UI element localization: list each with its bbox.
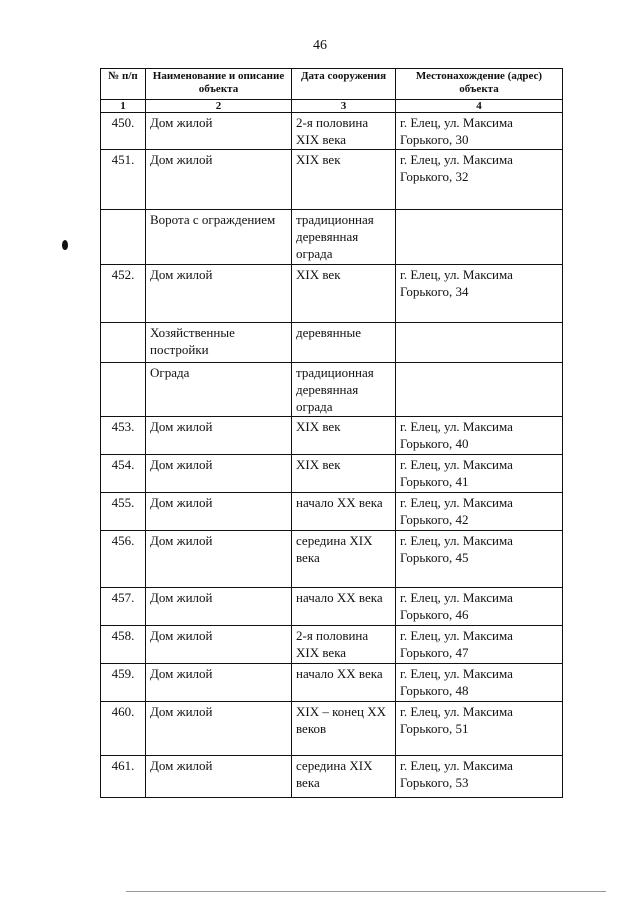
object-name: Дом жилой <box>146 265 292 323</box>
object-name: Дом жилой <box>146 626 292 664</box>
table-row <box>101 210 563 265</box>
header-name: Наименование и описание объекта <box>146 69 292 100</box>
object-name: Дом жилой <box>146 493 292 531</box>
object-address: г. Елец, ул. Максима Горького, 34 <box>396 265 563 323</box>
object-name: Дом жилой <box>146 756 292 798</box>
row-number: 450. <box>101 113 146 150</box>
header-date: Дата сооружения <box>292 69 396 100</box>
construction-date: традиционная деревянная ограда <box>292 210 396 265</box>
object-address <box>396 323 563 363</box>
table-row <box>101 664 563 702</box>
table-row <box>101 265 563 323</box>
object-address: г. Елец, ул. Максима Горького, 51 <box>396 702 563 756</box>
construction-date: XIX век <box>292 455 396 493</box>
construction-date: 2-я половина XIX века <box>292 113 396 150</box>
object-address: г. Елец, ул. Максима Горького, 30 <box>396 113 563 150</box>
page-number: 46 <box>313 38 327 53</box>
table-row <box>101 455 563 493</box>
object-name: Дом жилой <box>146 702 292 756</box>
header-address: Местонахождение (адрес) объекта <box>396 69 563 100</box>
object-name: Дом жилой <box>146 113 292 150</box>
row-number: 461. <box>101 756 146 798</box>
row-number: 454. <box>101 455 146 493</box>
column-index: 1 <box>101 100 146 113</box>
row-number: 460. <box>101 702 146 756</box>
table-row <box>101 323 563 363</box>
row-number <box>101 363 146 417</box>
row-number: 459. <box>101 664 146 702</box>
table-row <box>101 150 563 210</box>
construction-date: XIX век <box>292 150 396 210</box>
construction-date: традиционная деревянная ограда <box>292 363 396 417</box>
row-number: 451. <box>101 150 146 210</box>
page-bottom-edge <box>126 891 606 892</box>
object-address: г. Елец, ул. Максима Горького, 47 <box>396 626 563 664</box>
object-address: г. Елец, ул. Максима Горького, 46 <box>396 588 563 626</box>
construction-date: начало XX века <box>292 664 396 702</box>
row-number: 456. <box>101 531 146 588</box>
row-number: 457. <box>101 588 146 626</box>
row-number: 458. <box>101 626 146 664</box>
table-row <box>101 702 563 756</box>
row-number <box>101 210 146 265</box>
table-row <box>101 588 563 626</box>
row-number: 455. <box>101 493 146 531</box>
table-row <box>101 113 563 150</box>
construction-date: середина XIX века <box>292 531 396 588</box>
object-address: г. Елец, ул. Максима Горького, 48 <box>396 664 563 702</box>
object-name: Ограда <box>146 363 292 417</box>
row-number <box>101 323 146 363</box>
table-row <box>101 756 563 798</box>
construction-date: деревянные <box>292 323 396 363</box>
object-address <box>396 210 563 265</box>
heritage-register-table <box>100 68 563 798</box>
object-address: г. Елец, ул. Максима Горького, 32 <box>396 150 563 210</box>
object-address: г. Елец, ул. Максима Горького, 42 <box>396 493 563 531</box>
object-name: Дом жилой <box>146 150 292 210</box>
object-name: Дом жилой <box>146 588 292 626</box>
construction-date: середина XIX века <box>292 756 396 798</box>
margin-mark <box>62 240 68 250</box>
table-row <box>101 417 563 455</box>
construction-date: начало XX века <box>292 493 396 531</box>
construction-date: 2-я половина XIX века <box>292 626 396 664</box>
construction-date: начало XX века <box>292 588 396 626</box>
object-address: г. Елец, ул. Максима Горького, 53 <box>396 756 563 798</box>
object-name: Дом жилой <box>146 664 292 702</box>
object-name: Хозяйственные постройки <box>146 323 292 363</box>
object-name: Дом жилой <box>146 455 292 493</box>
object-address: г. Елец, ул. Максима Горького, 45 <box>396 531 563 588</box>
column-index: 4 <box>396 100 563 113</box>
construction-date: XIX век <box>292 265 396 323</box>
table-header-row <box>101 69 563 100</box>
construction-date: XIX – конец XX веков <box>292 702 396 756</box>
column-index: 2 <box>146 100 292 113</box>
object-name: Дом жилой <box>146 531 292 588</box>
column-index: 3 <box>292 100 396 113</box>
object-address: г. Елец, ул. Максима Горького, 40 <box>396 417 563 455</box>
object-address <box>396 363 563 417</box>
table-row <box>101 626 563 664</box>
header-number: № п/п <box>101 69 146 100</box>
object-address: г. Елец, ул. Максима Горького, 41 <box>396 455 563 493</box>
table-row <box>101 531 563 588</box>
row-number: 453. <box>101 417 146 455</box>
column-index-row <box>101 100 563 113</box>
object-name: Дом жилой <box>146 417 292 455</box>
table-row <box>101 493 563 531</box>
object-name: Ворота с ограждением <box>146 210 292 265</box>
table-row <box>101 363 563 417</box>
construction-date: XIX век <box>292 417 396 455</box>
row-number: 452. <box>101 265 146 323</box>
